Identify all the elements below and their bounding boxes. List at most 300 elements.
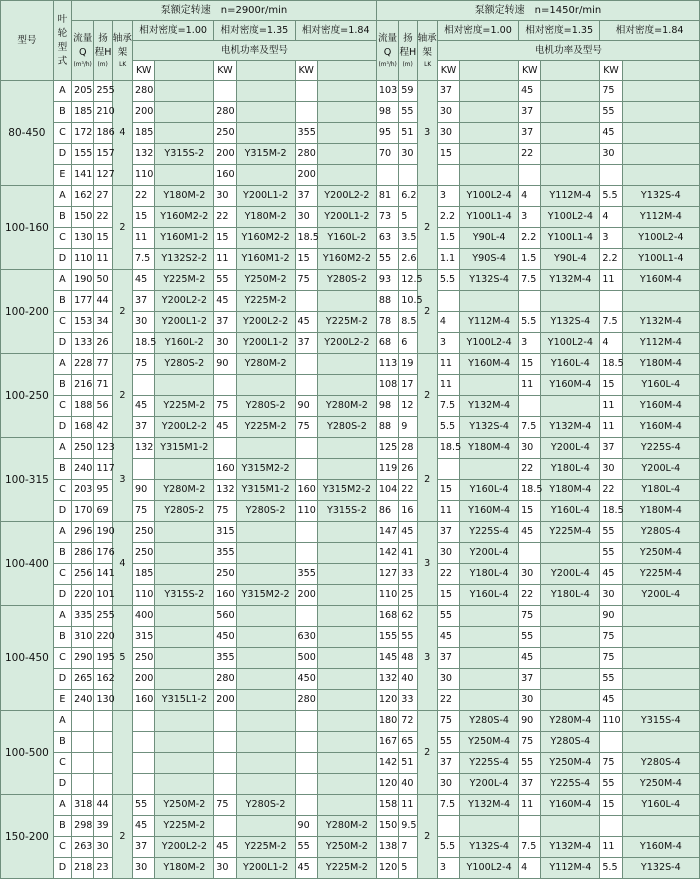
kw-cell: 7.5 [600, 312, 622, 333]
motor-type-cell: Y160L-4 [622, 795, 699, 816]
kw-cell: 200 [214, 690, 236, 711]
kw-cell: 3 [437, 333, 459, 354]
kw-cell: 37 [133, 417, 155, 438]
kw-cell: 15 [295, 249, 317, 270]
kw-cell: 185 [133, 123, 155, 144]
flow-cell: 95 [376, 123, 398, 144]
kw-cell [133, 753, 155, 774]
head-cell: 26 [94, 333, 112, 354]
kw-cell: 30 [295, 207, 317, 228]
kw-cell: 160 [214, 459, 236, 480]
kw-cell: 11 [600, 396, 622, 417]
kw-cell: 5.5 [600, 858, 622, 879]
impeller-cell: C [53, 228, 71, 249]
motor-type-cell [317, 648, 376, 669]
motor-type-cell: Y180M-2 [236, 207, 295, 228]
impeller-cell: B [53, 816, 71, 837]
motor-type-cell [317, 690, 376, 711]
motor-type-cell [317, 144, 376, 165]
motor-type-cell: Y200L-4 [541, 438, 600, 459]
kw-cell: 7.5 [519, 270, 541, 291]
motor-type-cell: Y160M1-2 [155, 228, 214, 249]
kw-cell: 15 [214, 228, 236, 249]
head-cell: 101 [94, 585, 112, 606]
motor-type-cell [541, 648, 600, 669]
kw-cell: 18.5 [519, 480, 541, 501]
motor-type-cell: Y280S-4 [541, 732, 600, 753]
flow-cell: 168 [376, 606, 398, 627]
kw-cell: 37 [437, 648, 459, 669]
motor-type-cell: Y160M-4 [460, 501, 519, 522]
motor-type-cell: Y280S-2 [236, 795, 295, 816]
motor-type-cell [541, 606, 600, 627]
density-100-header: 相对密度=1.00 [437, 21, 518, 41]
model-cell: 100-315 [1, 438, 54, 522]
kw-cell: 75 [600, 753, 622, 774]
kw-cell: 45 [133, 396, 155, 417]
motor-type-cell: Y180M-2 [155, 858, 214, 879]
kw-cell: 7.5 [437, 795, 459, 816]
head-cell: 157 [94, 144, 112, 165]
table-row [1, 375, 700, 396]
kw-cell: 1.5 [437, 228, 459, 249]
table-row [1, 522, 700, 543]
kw-cell: 11 [600, 270, 622, 291]
kw-cell: 132 [214, 480, 236, 501]
motor-type-cell: Y225M-2 [236, 291, 295, 312]
kw-cell: 75 [133, 501, 155, 522]
kw-cell: 7.5 [519, 417, 541, 438]
motor-type-cell: Y112M-4 [622, 333, 699, 354]
motor-type-cell [460, 102, 519, 123]
flow-cell: 110 [376, 585, 398, 606]
kw-cell [519, 543, 541, 564]
motor-type-cell: Y315M2-2 [236, 459, 295, 480]
head-cell: 162 [94, 669, 112, 690]
motor-type-cell [236, 123, 295, 144]
motor-type-cell: Y225S-4 [541, 774, 600, 795]
head-cell: 141 [94, 564, 112, 585]
motor-type-cell [317, 354, 376, 375]
motor-type-cell: Y280S-2 [317, 417, 376, 438]
motor-type-cell: Y200L1-2 [236, 858, 295, 879]
motor-type-cell: Y180L-4 [460, 564, 519, 585]
impeller-cell: C [53, 312, 71, 333]
motor-type-cell [317, 564, 376, 585]
kw-cell: 250 [133, 543, 155, 564]
kw-cell: 75 [519, 732, 541, 753]
kw-cell: 45 [437, 627, 459, 648]
impeller-cell: A [53, 270, 71, 291]
kw-cell: 55 [600, 774, 622, 795]
flow-cell: 240 [72, 459, 94, 480]
motor-type-cell: Y200L1-2 [236, 333, 295, 354]
impeller-cell: A [53, 354, 71, 375]
kw-cell: 37 [437, 522, 459, 543]
kw-cell: 45 [214, 291, 236, 312]
head-cell: 195 [94, 648, 112, 669]
motor-type-cell [155, 774, 214, 795]
motor-type-cell [236, 102, 295, 123]
impeller-cell: C [53, 396, 71, 417]
flow-cell: 147 [376, 522, 398, 543]
impeller-cell: A [53, 81, 71, 102]
motor-type-cell [236, 543, 295, 564]
kw-cell: 280 [214, 102, 236, 123]
density-100-header: 相对密度=1.00 [133, 21, 214, 41]
kw-cell [295, 795, 317, 816]
kw-cell: 55 [519, 753, 541, 774]
head-cell: 42 [94, 417, 112, 438]
model-cell: 100-450 [1, 606, 54, 711]
motor-type-cell [317, 165, 376, 186]
flow-cell: 180 [376, 711, 398, 732]
flow-cell: 188 [72, 396, 94, 417]
kw-cell: 4 [600, 207, 622, 228]
motor-type-cell: Y315S-2 [155, 585, 214, 606]
table-row [1, 816, 700, 837]
head-cell: 48 [399, 648, 417, 669]
motor-type-cell: Y225S-4 [460, 522, 519, 543]
flow-cell: 162 [72, 186, 94, 207]
motor-type-cell: Y280S-4 [460, 711, 519, 732]
table-row [1, 480, 700, 501]
flow-cell: 170 [72, 501, 94, 522]
head-cell: 220 [94, 627, 112, 648]
kw-cell: 30 [214, 333, 236, 354]
flow-cell [376, 165, 398, 186]
kw-cell: 90 [133, 480, 155, 501]
motor-type-cell [155, 732, 214, 753]
kw-cell: 11 [437, 354, 459, 375]
table-row [1, 564, 700, 585]
flow-cell: 150 [376, 816, 398, 837]
motor-type-cell [155, 543, 214, 564]
motor-type-cell: Y280S-2 [236, 396, 295, 417]
kw-cell: 355 [214, 543, 236, 564]
bearing-cell: 2 [417, 270, 437, 354]
flow-cell: 125 [376, 438, 398, 459]
impeller-cell: A [53, 186, 71, 207]
impeller-cell: A [53, 438, 71, 459]
kw-cell: 11 [519, 375, 541, 396]
flow-cell: 88 [376, 417, 398, 438]
kw-cell: 45 [600, 123, 622, 144]
kw-cell: 1.5 [519, 249, 541, 270]
head-cell: 19 [399, 354, 417, 375]
head-cell: 51 [399, 753, 417, 774]
kw-cell [214, 375, 236, 396]
kw-cell: 37 [437, 753, 459, 774]
kw-cell: 15 [437, 144, 459, 165]
kw-cell: 45 [214, 417, 236, 438]
kw-cell: 30 [214, 858, 236, 879]
motor-type-cell: Y160L-2 [317, 228, 376, 249]
impeller-cell: A [53, 606, 71, 627]
kw-cell: 18.5 [600, 501, 622, 522]
motor-type-cell [317, 795, 376, 816]
table-row [1, 102, 700, 123]
kw-cell: 450 [214, 627, 236, 648]
head-cell: 15 [94, 228, 112, 249]
motor-type-cell [460, 669, 519, 690]
head-cell: 5 [399, 858, 417, 879]
motor-type-cell [236, 648, 295, 669]
impeller-cell: C [53, 564, 71, 585]
kw-header: KW [133, 61, 155, 81]
kw-cell: 15 [519, 354, 541, 375]
motor-type-cell: Y280M-2 [155, 480, 214, 501]
kw-cell: 15 [133, 207, 155, 228]
kw-cell: 30 [437, 774, 459, 795]
motor-type-cell: Y200L1-2 [236, 186, 295, 207]
kw-cell [600, 291, 622, 312]
table-row [1, 648, 700, 669]
motor-type-cell: Y280M-2 [236, 354, 295, 375]
kw-cell: 132 [133, 438, 155, 459]
motor-type-cell: Y160M-4 [622, 270, 699, 291]
motor-type-cell [236, 627, 295, 648]
motor-type-cell [622, 291, 699, 312]
kw-cell: 37 [295, 333, 317, 354]
flow-cell: 185 [72, 102, 94, 123]
head-cell: 95 [94, 480, 112, 501]
flow-cell: 220 [72, 585, 94, 606]
head-cell: 22 [399, 480, 417, 501]
flow-cell: 240 [72, 690, 94, 711]
motor-type-cell: Y180M-4 [622, 501, 699, 522]
head-cell: 11 [399, 795, 417, 816]
flow-cell: 86 [376, 501, 398, 522]
kw-cell: 315 [214, 522, 236, 543]
kw-cell: 5.5 [600, 186, 622, 207]
kw-cell: 11 [214, 249, 236, 270]
head-cell [94, 774, 112, 795]
head-cell [94, 753, 112, 774]
kw-cell: 30 [437, 543, 459, 564]
kw-cell: 2.2 [600, 249, 622, 270]
motor-type-cell: Y250M-2 [236, 270, 295, 291]
head-cell: 6 [399, 333, 417, 354]
motor-type-cell [317, 627, 376, 648]
motor-type-cell [236, 522, 295, 543]
flow-cell: 119 [376, 459, 398, 480]
motor-type-cell: Y132M-4 [541, 417, 600, 438]
motor-type-cell: Y132S2-2 [155, 249, 214, 270]
kw-cell: 500 [295, 648, 317, 669]
motor-type-cell: Y315M2-2 [317, 480, 376, 501]
flow-cell: 120 [376, 858, 398, 879]
kw-cell [437, 291, 459, 312]
kw-cell [295, 102, 317, 123]
motor-type-cell [460, 291, 519, 312]
table-row [1, 123, 700, 144]
kw-header: KW [519, 61, 541, 81]
kw-cell: 45 [133, 270, 155, 291]
head-cell: 127 [94, 165, 112, 186]
kw-cell: 18.5 [437, 438, 459, 459]
motor-header: 电机功率及型号 [133, 41, 377, 61]
kw-cell [214, 816, 236, 837]
table-row [1, 291, 700, 312]
kw-cell: 18.5 [133, 333, 155, 354]
motor-type-cell: Y132S-4 [622, 186, 699, 207]
motor-type-cell: Y180L-4 [541, 459, 600, 480]
kw-cell: 30 [600, 585, 622, 606]
kw-cell [214, 774, 236, 795]
motor-type-cell: Y250M-2 [317, 837, 376, 858]
kw-cell: 30 [214, 186, 236, 207]
motor-type-cell [236, 753, 295, 774]
kw-cell: 30 [437, 102, 459, 123]
flow-cell: 172 [72, 123, 94, 144]
motor-type-cell [155, 627, 214, 648]
kw-cell: 75 [295, 417, 317, 438]
table-row [1, 711, 700, 732]
kw-cell: 90 [295, 816, 317, 837]
motor-type-cell [541, 165, 600, 186]
kw-cell: 5.5 [437, 270, 459, 291]
motor-type-cell: Y315M1-2 [155, 438, 214, 459]
flow-cell: 155 [376, 627, 398, 648]
kw-cell: 45 [519, 522, 541, 543]
motor-type-cell: Y132S-4 [460, 270, 519, 291]
motor-type-cell [622, 123, 699, 144]
motor-type-cell: Y280S-2 [155, 501, 214, 522]
head-cell: 22 [94, 207, 112, 228]
motor-type-cell: Y100L2-4 [460, 186, 519, 207]
kw-cell: 37 [214, 312, 236, 333]
motor-type-cell: Y200L2-2 [155, 837, 214, 858]
motor-type-cell: Y315M2-2 [236, 585, 295, 606]
motor-type-cell [541, 690, 600, 711]
head-cell: 130 [94, 690, 112, 711]
kw-cell [295, 606, 317, 627]
motor-type-cell: Y200L-4 [541, 564, 600, 585]
motor-type-cell: Y112M-4 [541, 858, 600, 879]
motor-type-cell: Y280S-4 [622, 753, 699, 774]
motor-type-cell [155, 669, 214, 690]
head-cell: 34 [94, 312, 112, 333]
kw-cell: 18.5 [295, 228, 317, 249]
table-row [1, 858, 700, 879]
motor-type-cell [236, 564, 295, 585]
kw-cell: 3 [437, 858, 459, 879]
flow-header: 流量Q (m³/h) [376, 21, 398, 81]
motor-type-cell [541, 102, 600, 123]
motor-type-cell [155, 81, 214, 102]
density-184-header: 相对密度=1.84 [600, 21, 700, 41]
motor-type-cell [317, 522, 376, 543]
motor-type-cell [460, 816, 519, 837]
table-row [1, 585, 700, 606]
kw-cell: 75 [600, 648, 622, 669]
head-cell: 59 [399, 81, 417, 102]
table-row [1, 249, 700, 270]
motor-type-cell [622, 690, 699, 711]
head-cell: 10.5 [399, 291, 417, 312]
head-cell: 65 [399, 732, 417, 753]
impeller-cell: D [53, 417, 71, 438]
table-row [1, 753, 700, 774]
motor-type-cell: Y315S-4 [622, 711, 699, 732]
head-cell: 17 [399, 375, 417, 396]
head-cell [94, 732, 112, 753]
motor-type-cell [622, 81, 699, 102]
kw-cell [214, 438, 236, 459]
motor-type-cell: Y132S-4 [460, 417, 519, 438]
motor-type-cell [317, 543, 376, 564]
table-row [1, 312, 700, 333]
motor-type-cell [236, 816, 295, 837]
motor-type-cell [317, 81, 376, 102]
head-cell: 255 [94, 606, 112, 627]
table-row [1, 417, 700, 438]
kw-cell [214, 81, 236, 102]
kw-cell: 200 [295, 585, 317, 606]
motor-type-cell: Y160M-4 [622, 417, 699, 438]
kw-cell: 110 [133, 165, 155, 186]
kw-cell: 4 [600, 333, 622, 354]
kw-cell: 90 [295, 396, 317, 417]
kw-cell [295, 438, 317, 459]
kw-cell [437, 816, 459, 837]
kw-cell [295, 543, 317, 564]
kw-cell: 37 [519, 102, 541, 123]
head-cell: 30 [94, 837, 112, 858]
flow-cell: 145 [376, 648, 398, 669]
motor-type-cell [541, 627, 600, 648]
head-cell: 9 [399, 417, 417, 438]
motor-type-cell: Y100L2-4 [460, 333, 519, 354]
impeller-cell: C [53, 648, 71, 669]
flow-cell: 318 [72, 795, 94, 816]
kw-cell: 55 [519, 627, 541, 648]
kw-cell: 5.5 [519, 312, 541, 333]
kw-cell: 55 [600, 102, 622, 123]
motor-type-cell [236, 606, 295, 627]
motor-type-cell: Y225M-2 [236, 837, 295, 858]
model-cell: 100-400 [1, 522, 54, 606]
motor-type-cell: Y225S-4 [460, 753, 519, 774]
table-row [1, 333, 700, 354]
bearing-cell: 4 [112, 81, 132, 186]
flow-cell [72, 711, 94, 732]
flow-cell: 120 [376, 774, 398, 795]
model-cell: 100-160 [1, 186, 54, 270]
motor-type-cell [622, 816, 699, 837]
kw-cell: 30 [600, 144, 622, 165]
kw-cell: 450 [295, 669, 317, 690]
kw-cell: 3 [519, 333, 541, 354]
impeller-cell: D [53, 333, 71, 354]
motor-type-cell [460, 144, 519, 165]
motor-type-cell [460, 165, 519, 186]
kw-cell: 250 [133, 522, 155, 543]
flow-cell: 218 [72, 858, 94, 879]
head-cell: 50 [94, 270, 112, 291]
motor-type-cell: Y160L-4 [460, 480, 519, 501]
head-cell: 210 [94, 102, 112, 123]
kw-cell [437, 165, 459, 186]
motor-type-cell: Y315S-2 [155, 144, 214, 165]
motor-header: 电机功率及型号 [437, 41, 699, 61]
kw-cell: 4 [519, 858, 541, 879]
kw-cell: 280 [295, 144, 317, 165]
kw-cell: 22 [519, 459, 541, 480]
motor-type-cell: Y160M1-2 [236, 249, 295, 270]
speed-1450-header: 泵额定转速 n=1450r/min [376, 1, 699, 21]
